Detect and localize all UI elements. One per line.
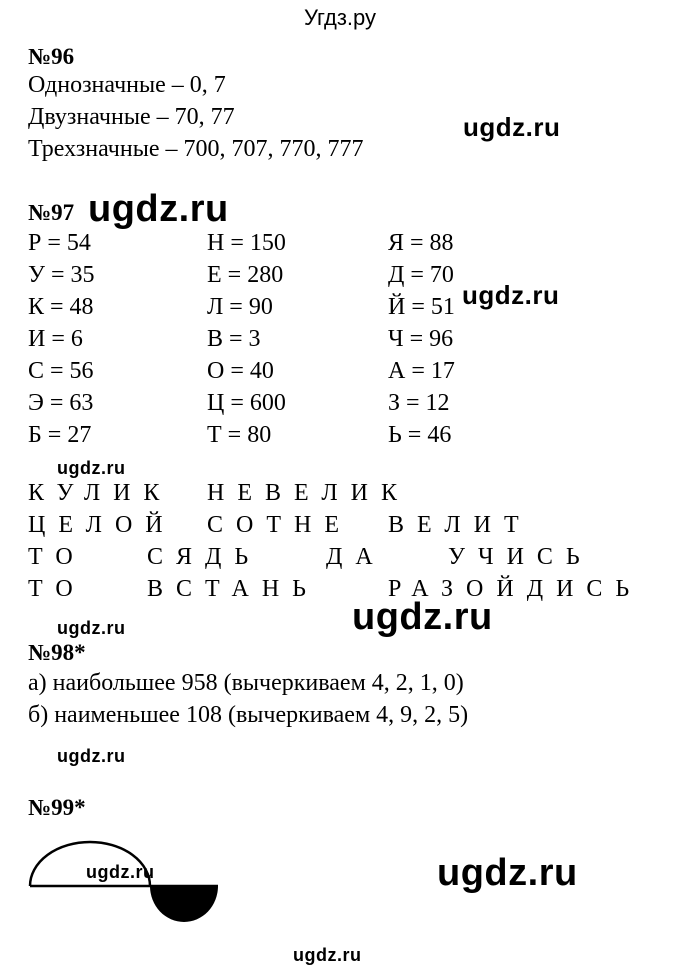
letter-value: Т = 80 xyxy=(207,422,272,448)
letter-value: Ч = 96 xyxy=(388,326,454,352)
letter-value: Е = 280 xyxy=(207,262,284,288)
phrase-word: СЯДЬ xyxy=(147,544,262,570)
site-header-title: Угдз.ру xyxy=(303,5,377,30)
semicircle-figure xyxy=(28,840,228,926)
phrase-word: СОТНЕ xyxy=(207,512,352,538)
task-98-line-b: б) наименьшее 108 (вычеркиваем 4, 9, 2, 5) xyxy=(28,702,469,728)
letter-value: Д = 70 xyxy=(388,262,454,288)
phrase-word: ТО xyxy=(28,544,86,570)
watermark: ugdz.ru xyxy=(463,112,561,142)
task-97-number: №97 xyxy=(28,200,75,225)
letter-value: З = 12 xyxy=(388,390,450,416)
lower-semicircle-filled xyxy=(150,886,218,922)
phrase-word: ТО xyxy=(28,576,86,602)
task-98-number: №98* xyxy=(28,640,86,665)
phrase-word: ВЕЛИТ xyxy=(388,512,532,538)
phrase-word: УЧИСЬ xyxy=(448,544,593,570)
watermark: ugdz.ru xyxy=(57,458,126,478)
letter-value: И = 6 xyxy=(28,326,83,352)
phrase-word: ВСТАНЬ xyxy=(147,576,319,602)
letter-value: У = 35 xyxy=(28,262,95,288)
letter-value: Э = 63 xyxy=(28,390,94,416)
letter-value: Я = 88 xyxy=(388,230,454,256)
letter-value: Р = 54 xyxy=(28,230,91,256)
letter-value: Л = 90 xyxy=(207,294,273,320)
letter-value: А = 17 xyxy=(388,358,455,384)
letter-value: В = 3 xyxy=(207,326,261,352)
watermark: ugdz.ru xyxy=(437,852,578,894)
letter-value: Н = 150 xyxy=(207,230,286,256)
letter-value: Ь = 46 xyxy=(388,422,452,448)
watermark: ugdz.ru xyxy=(86,862,155,882)
watermark: ugdz.ru xyxy=(57,618,126,638)
task-96-number: №96 xyxy=(28,44,75,69)
task-98-line-a: а) наибольшее 958 (вычеркиваем 4, 2, 1, 0) xyxy=(28,670,464,696)
watermark: ugdz.ru xyxy=(462,280,560,310)
task-96-line-1: Однозначные – 0, 7 xyxy=(28,72,226,98)
letter-value: Б = 27 xyxy=(28,422,92,448)
task-96-line-2: Двузначные – 70, 77 xyxy=(28,104,235,130)
phrase-word: ЦЕЛОЙ xyxy=(28,512,176,538)
phrase-word: НЕВЕЛИК xyxy=(207,480,410,506)
watermark: ugdz.ru xyxy=(293,945,362,965)
letter-value: К = 48 xyxy=(28,294,94,320)
letter-value: Ц = 600 xyxy=(207,390,286,416)
phrase-word: КУЛИК xyxy=(28,480,173,506)
task-99-number: №99* xyxy=(28,795,86,820)
task-96-line-3: Трехзначные – 700, 707, 770, 777 xyxy=(28,136,364,162)
phrase-word: ДА xyxy=(326,544,386,570)
watermark: ugdz.ru xyxy=(88,188,229,230)
letter-value: С = 56 xyxy=(28,358,94,384)
letter-value: О = 40 xyxy=(207,358,274,384)
watermark: ugdz.ru xyxy=(57,746,126,766)
phrase-word: РАЗОЙДИСЬ xyxy=(388,576,643,602)
letter-value: Й = 51 xyxy=(388,294,455,320)
watermark: ugdz.ru xyxy=(352,596,493,638)
